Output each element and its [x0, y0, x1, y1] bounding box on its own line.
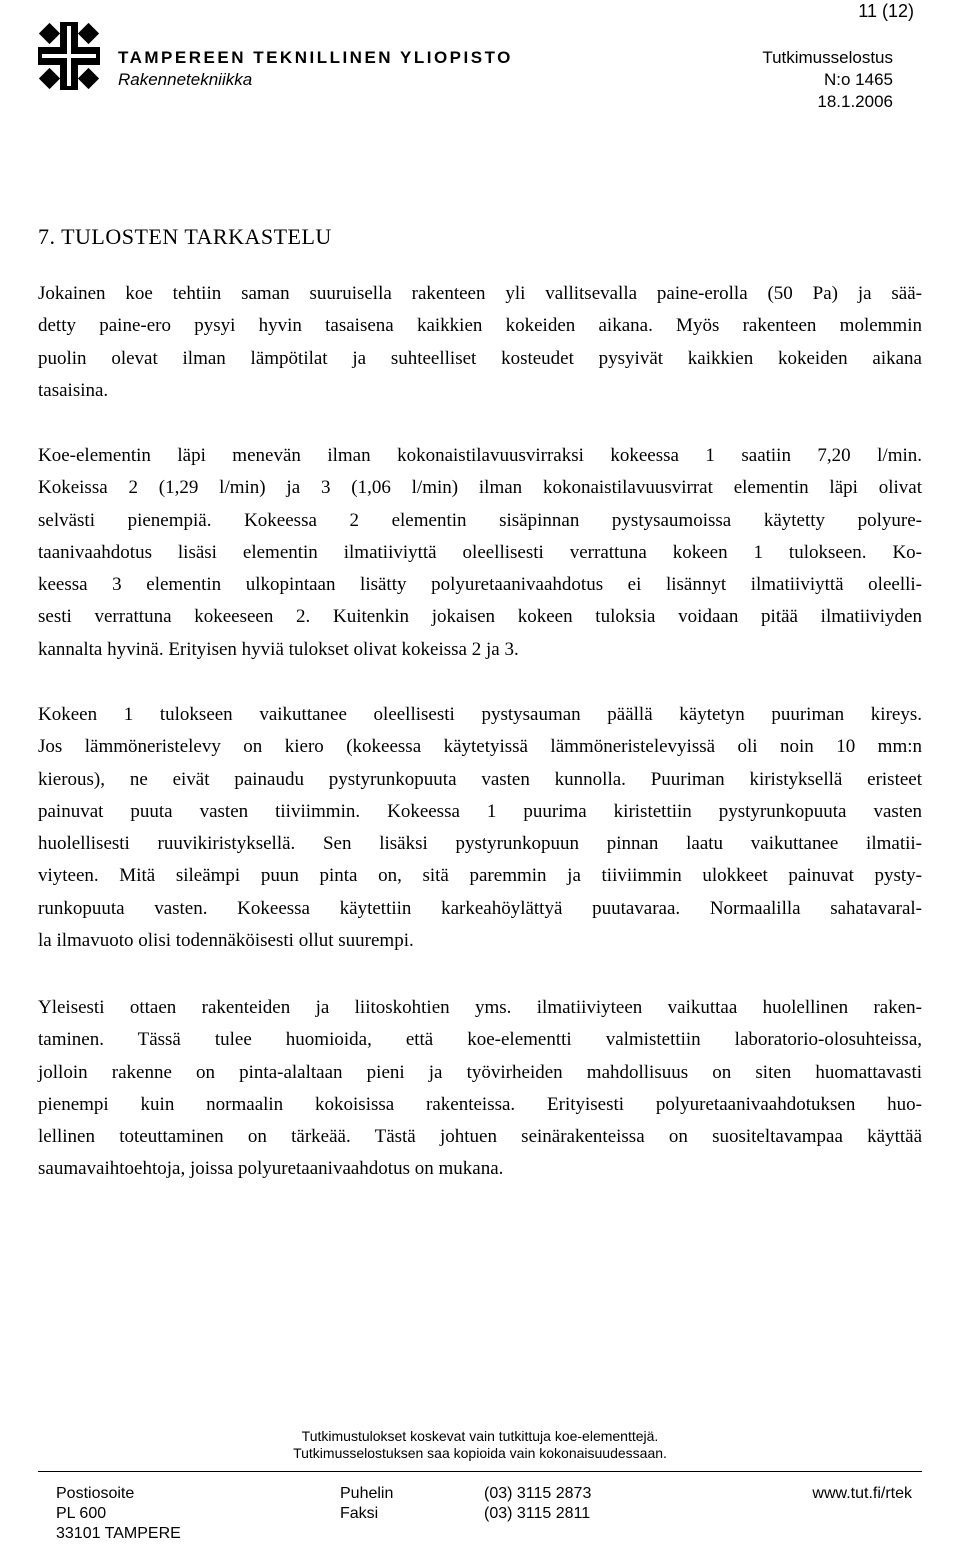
page-number: 11 (12) [858, 1, 914, 21]
text-line: kannalta hyvinä. Erityisen hyviä tulokset olivat kokeissa 2 ja 3. [38, 638, 519, 660]
text-line: taminen. Tässä tulee huomioida, että koe-elementti valmistettiin laboratorio-olosuhteissa, [38, 1029, 922, 1051]
address-city: 33101 TAMPERE [56, 1525, 181, 1542]
text-line: Jokainen koe tehtiin saman suuruisella rakenteen yli vallitsevalla paine-erolla (50 Pa) ja sää- [38, 283, 922, 304]
text-line: puolin olevat ilman lämpötilat ja suhteelliset kosteudet pysyivät kaikkien kokeiden aikana [38, 347, 922, 369]
report-date: 18.1.2006 [817, 92, 893, 111]
text-line: runkopuuta vasten. Kokeessa käytettiin karkeahöylättyä puutavaraa. Normaalilla sahatavaral- [38, 897, 922, 919]
footer-website[interactable] [812, 1484, 912, 1504]
footer-contact-labels [340, 1484, 393, 1524]
text-line: huolellisesti ruuvikiristyksellä. Sen lisäksi pystyrunkopuun pinnan laatu vaikuttanee ilmatii- [38, 833, 922, 855]
section-title: 7. TULOSTEN TARKASTELU [38, 224, 332, 249]
text-line: kierous), ne eivät painaudu pystyrunkopuuta vasten kunnolla. Puuriman kiristyksellä eristeet [38, 768, 922, 790]
university-name: TAMPEREEN TEKNILLINEN YLIOPISTO [118, 48, 513, 67]
phone-label: Puhelin [340, 1485, 394, 1502]
report-type: Tutkimusselostus [762, 48, 893, 67]
footer-notice [0, 1428, 960, 1462]
phone-number: (03) 3115 2873 [484, 1485, 592, 1502]
paragraph-general-conclusion [38, 992, 922, 1186]
text-line: saumavaihtoehtoja, joissa polyuretaanivaahdotus on mukana. [38, 1158, 504, 1180]
text-line: detty paine-ero pysyi hyvin tasaisena kaikkien kokeiden aikana. Myös rakenteen molemmin [38, 315, 922, 337]
text-line: Kokeissa 2 (1,29 l/min) ja 3 (1,06 l/min) ilman kokonaistilavuusvirrat elementin läpi olivat [38, 477, 922, 499]
address-box: PL 600 [56, 1505, 107, 1522]
department-name: Rakennetekniikka [118, 70, 253, 89]
fax-number: (03) 3115 2811 [484, 1505, 591, 1522]
footer-address [56, 1484, 181, 1544]
footer-contact-numbers [484, 1484, 591, 1524]
text-line: taanivaahdotus lisäsi elementin ilmatiiviyttä oleellisesti verrattuna kokeen 1 tulokseen. Ko- [38, 541, 922, 563]
notice-line: Tutkimusselostuksen saa kopioida vain kokonaisuudessaan. [293, 1445, 667, 1461]
text-line: painuvat puuta vasten tiiviimmin. Kokeessa 1 puurima kiristettiin pystyrunkopuuta vasten [38, 800, 922, 822]
report-info [762, 47, 893, 113]
footer-divider [38, 1471, 922, 1472]
text-line: lellinen toteuttaminen on tärkeää. Tästä johtuen seinärakenteissa on suositeltavampaa käyttää [38, 1126, 922, 1148]
paragraph-test-conditions [38, 278, 922, 407]
text-line: selvästi pienempiä. Kokeessa 2 elementin sisäpinnan pystysaumoissa käytetty polyure- [38, 509, 922, 531]
text-line: sesti verrattuna kokeeseen 2. Kuitenkin jokaisen kokeen tuloksia voidaan pitää ilmatiiviyden [38, 606, 922, 628]
text-line: jolloin rakenne on pinta-alaltaan pieni ja työvirheiden mahdollisuus on siten huomattavasti [38, 1061, 922, 1083]
text-line: Koe-elementin läpi menevän ilman kokonaistilavuusvirraksi kokeessa 1 saatiin 7,20 l/min. [38, 445, 922, 466]
text-line: pienempi kuin normaalin kokoisissa rakenteissa. Erityisesti polyuretaanivaahdotuksen huo- [38, 1093, 922, 1115]
report-number: N:o 1465 [824, 70, 893, 89]
paragraph-test1-analysis [38, 699, 922, 957]
text-line: Jos lämmöneristelevy on kiero (kokeessa käytetyissä lämmöneristelevyissä oli noin 10 mm:n [38, 736, 922, 758]
text-line: la ilmavuoto olisi todennäköisesti ollut suurempi. [38, 930, 414, 952]
text-line: tasaisina. [38, 379, 109, 401]
tut-logo-icon [38, 22, 100, 90]
website-link[interactable]: www.tut.fi/rtek [812, 1485, 912, 1502]
text-line: keessa 3 elementin ulkopintaan lisätty polyuretaanivaahdotus ei lisännyt ilmatiiviyttä oleelli- [38, 574, 922, 596]
notice-line: Tutkimustulokset koskevat vain tutkittuja koe-elementtejä. [301, 1428, 659, 1444]
paragraph-flow-results [38, 440, 922, 666]
text-line: Kokeen 1 tulokseen vaikuttanee oleellisesti pystysauman päällä käytetyn puuriman kireys. [38, 704, 922, 725]
text-line: Yleisesti ottaen rakenteiden ja liitoskohtien yms. ilmatiiviyteen vaikuttaa huolellinen raken- [38, 997, 922, 1018]
address-label: Postiosoite [56, 1485, 135, 1502]
text-line: viyteen. Mitä sileämpi puun pinta on, sitä paremmin ja tiiviimmin ulokkeet painuvat pysty- [38, 865, 922, 887]
fax-label: Faksi [340, 1505, 379, 1522]
